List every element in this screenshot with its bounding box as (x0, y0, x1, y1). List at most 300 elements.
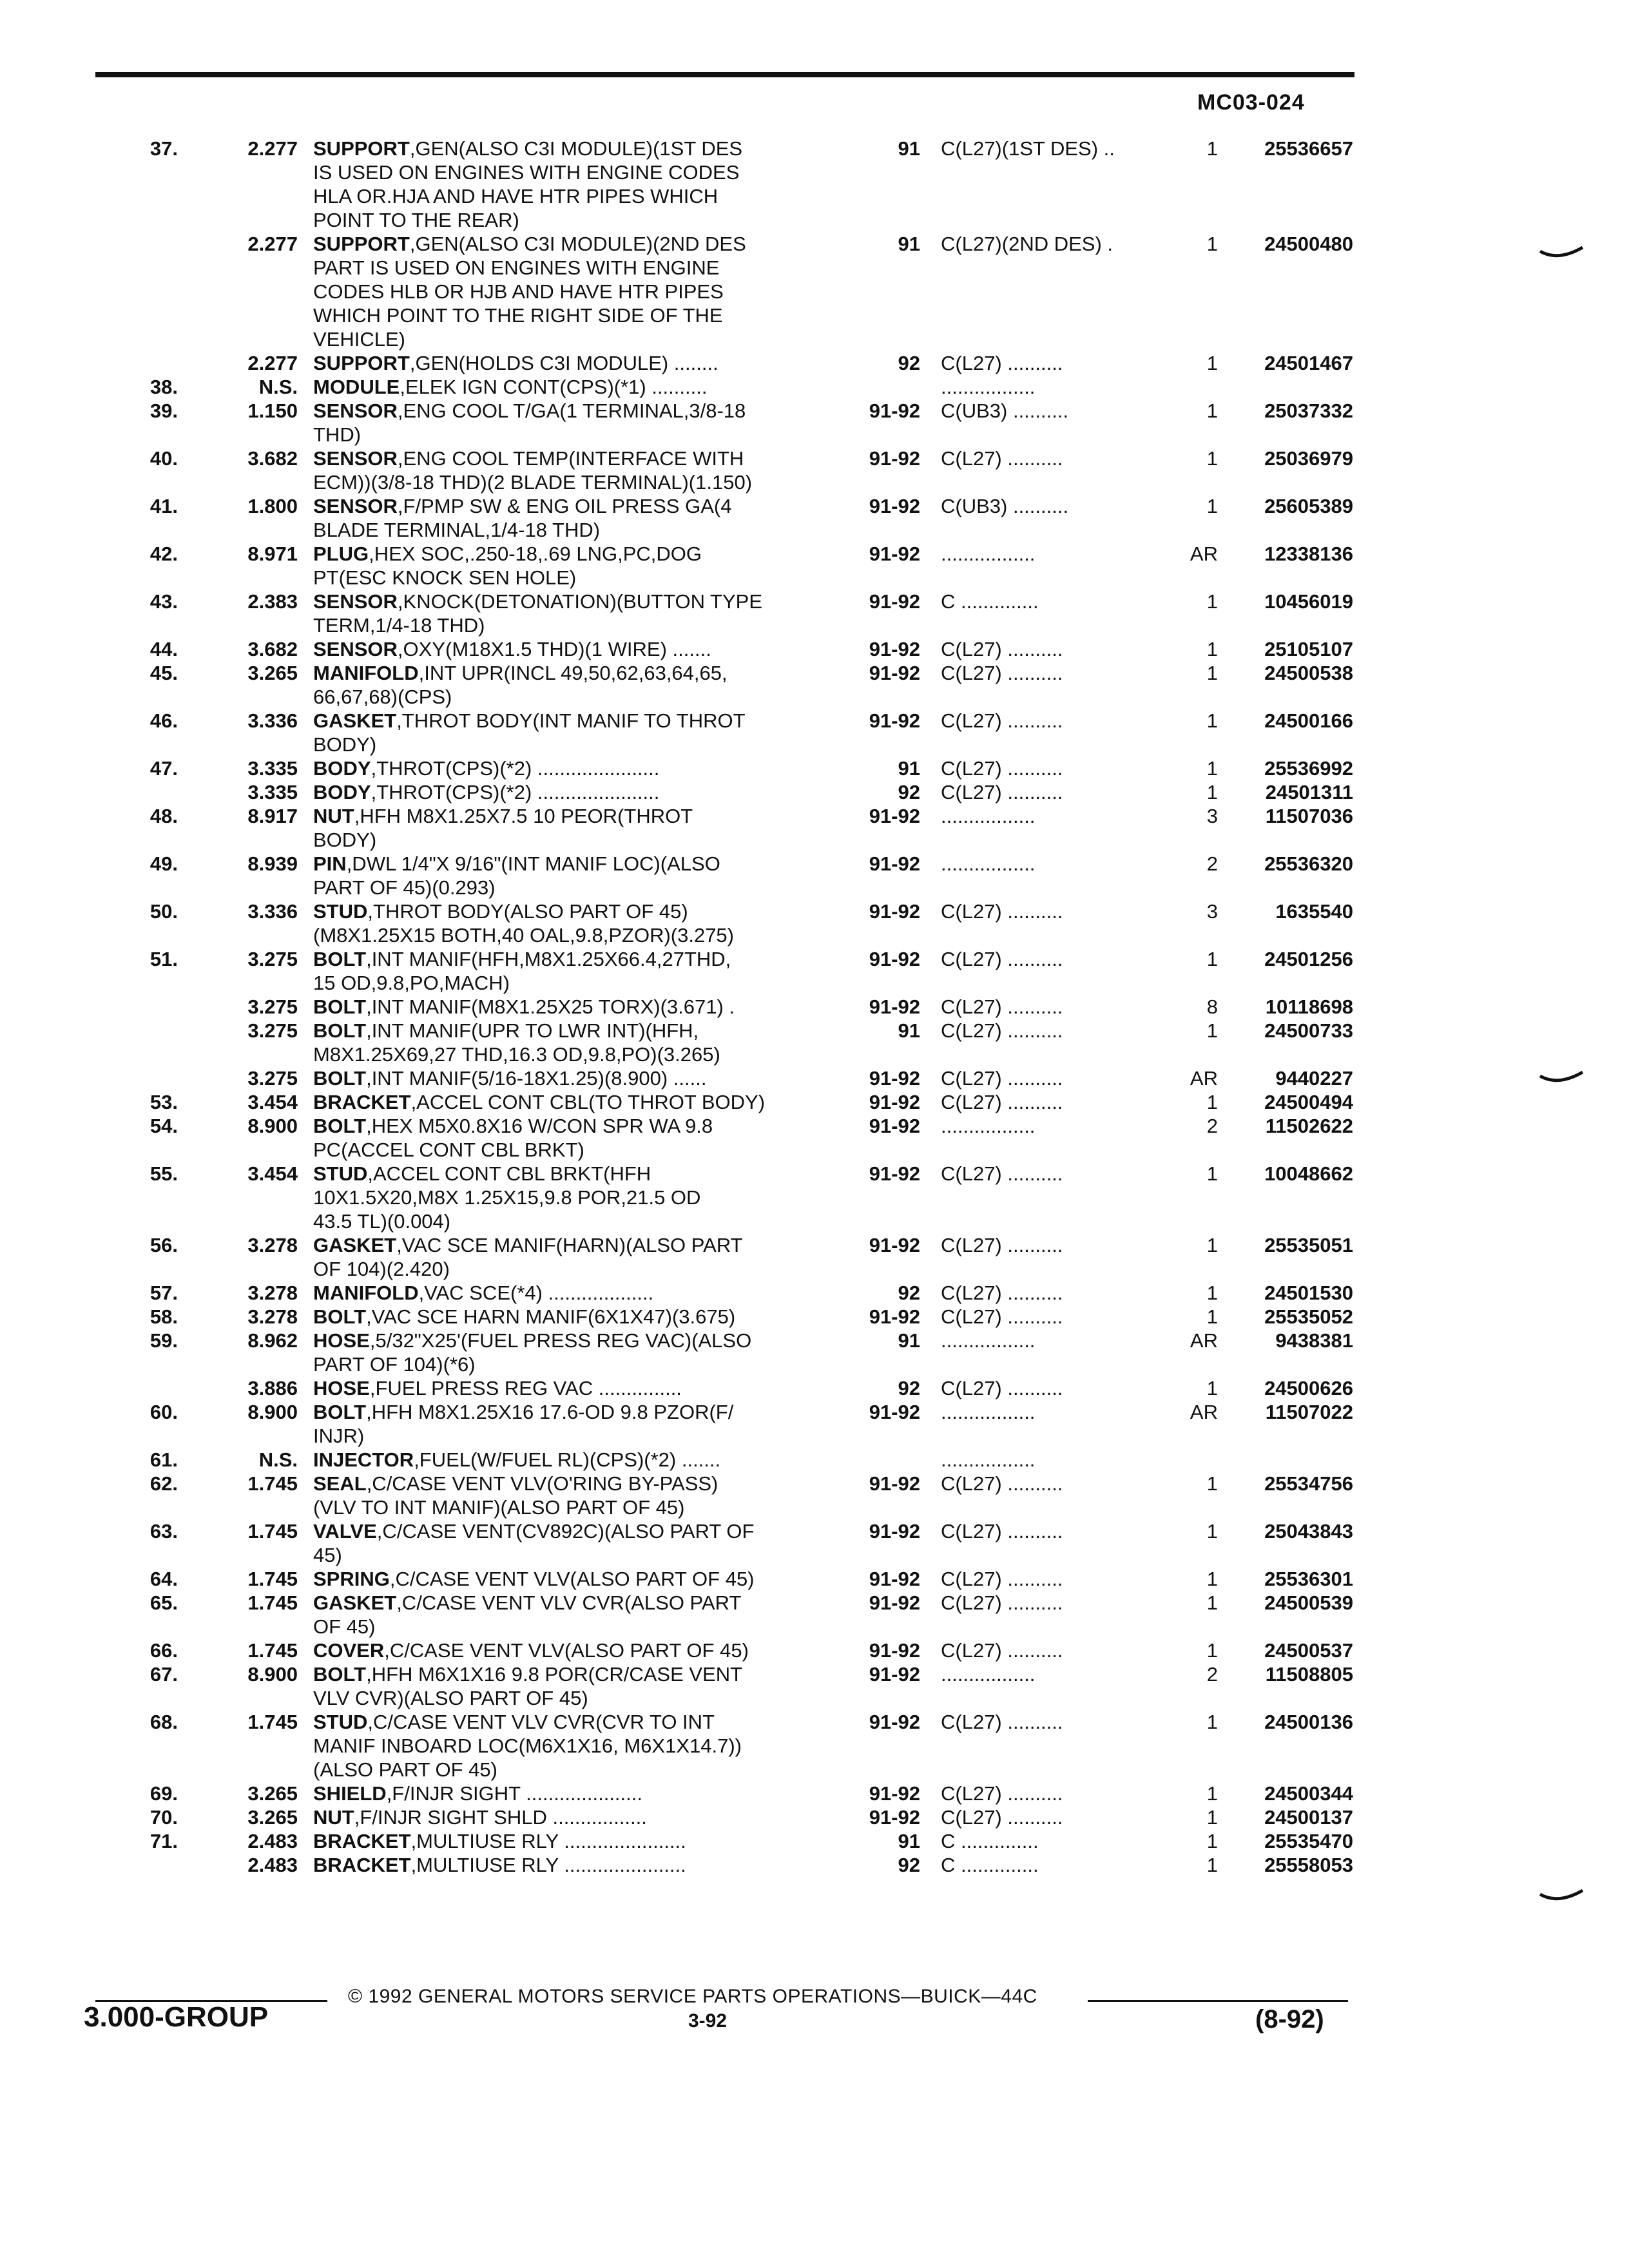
part-description (313, 375, 842, 399)
part-name: STUD (313, 900, 368, 923)
part-name: BOLT (313, 948, 367, 970)
quantity: 2 (1206, 1663, 1218, 1686)
usage-code: ................. (941, 1329, 1036, 1352)
part-number: 9440227 (1275, 1067, 1353, 1090)
ref-number: 37. (149, 137, 178, 160)
quantity: 1 (1206, 137, 1218, 160)
part-description (313, 804, 842, 852)
part-name: NUT (313, 1806, 354, 1829)
part-detail: ,F/INJR SIGHT ..................... (386, 1782, 642, 1805)
description-line (313, 1066, 842, 1090)
description-line: BODY) (313, 829, 377, 851)
ref-number: 58. (149, 1305, 178, 1328)
part-detail: ,VAC SCE HARN MANIF(6X1X47)(3.675) (366, 1305, 736, 1328)
group-number: 3.265 (247, 662, 298, 684)
quantity: AR (1190, 543, 1218, 565)
part-description (313, 1591, 842, 1639)
description-line: MANIF INBOARD LOC(M6X1X16, M6X1X14.7)) (313, 1735, 742, 1757)
part-number: 24501311 (1265, 781, 1353, 803)
ref-number: 38. (149, 376, 178, 398)
usage-code: ................. (941, 376, 1036, 398)
part-description (313, 1376, 842, 1400)
part-detail: ,OXY(M18X1.5 THD)(1 WIRE) ....... (397, 638, 711, 660)
usage-code: ................. (941, 1115, 1036, 1137)
part-name: BRACKET (313, 1091, 411, 1113)
description-line (313, 1782, 842, 1805)
part-number: 25043843 (1264, 1520, 1353, 1542)
model-years: 91 (898, 137, 920, 160)
part-name: SEAL (313, 1472, 367, 1495)
description-line (313, 1591, 842, 1615)
description-line (313, 375, 842, 399)
group-number: 3.454 (247, 1162, 298, 1185)
usage-code: C .............. (941, 1854, 1039, 1876)
part-detail: ,F/INJR SIGHT SHLD ................. (354, 1806, 647, 1829)
part-description (313, 1710, 842, 1782)
ref-number: 42. (149, 543, 178, 565)
part-number: 24500137 (1264, 1806, 1353, 1829)
ref-number: 46. (149, 709, 178, 732)
usage-code: C(L27)(1ST DES) .. (941, 137, 1115, 160)
part-number: 25037332 (1264, 399, 1353, 422)
ref-number: 39. (149, 399, 178, 422)
ref-number: 57. (149, 1282, 178, 1304)
model-years: 91 (898, 1019, 920, 1042)
ref-number: 44. (149, 638, 178, 660)
part-name: NUT (313, 805, 354, 827)
part-name: SHIELD (313, 1782, 387, 1805)
part-detail: ,VAC SCE MANIF(HARN)(ALSO PART (396, 1234, 743, 1256)
quantity: 1 (1206, 948, 1218, 970)
part-name: SPRING (313, 1568, 390, 1590)
group-number: 1.745 (247, 1568, 298, 1590)
description-line (313, 756, 842, 780)
parts-row (0, 1019, 1629, 1066)
group-number: 3.278 (247, 1234, 298, 1256)
part-name: MODULE (313, 376, 400, 398)
part-number: 25536657 (1264, 137, 1353, 160)
part-number: 10456019 (1264, 590, 1353, 613)
usage-code: C(L27) .......... (941, 1162, 1063, 1185)
quantity: 1 (1206, 1591, 1218, 1614)
part-name: BOLT (313, 1305, 367, 1328)
description-line (313, 1853, 842, 1877)
usage-code: C(L27) .......... (941, 1091, 1063, 1113)
description-line (313, 1829, 842, 1853)
part-number: 25536320 (1264, 852, 1353, 875)
part-description (313, 351, 842, 375)
quantity: 1 (1206, 1472, 1218, 1495)
description-line: VEHICLE) (313, 328, 405, 351)
model-years: 92 (898, 1854, 920, 1876)
usage-code: C(L27) .......... (941, 1639, 1063, 1662)
part-description (313, 1066, 842, 1090)
part-description (313, 1281, 842, 1305)
description-line: THD) (313, 423, 361, 446)
part-detail: ,GEN(ALSO C3I MODULE)(1ST DES (409, 137, 743, 160)
parts-row (0, 1519, 1629, 1567)
description-line: OF 45) (313, 1615, 376, 1638)
model-years: 91-92 (869, 1401, 920, 1423)
description-line (313, 1090, 842, 1114)
part-description (313, 709, 842, 756)
description-line: 45) (313, 1544, 342, 1566)
part-detail: ,ACCEL CONT CBL BRKT(HFH (367, 1162, 651, 1185)
part-detail: ,INT MANIF(HFH,M8X1.25X66.4,27THD, (366, 948, 731, 970)
part-description (313, 1233, 842, 1281)
ref-number: 54. (149, 1115, 178, 1137)
usage-code: ................. (941, 1663, 1036, 1686)
description-line (313, 780, 842, 804)
group-number: 3.275 (247, 1019, 298, 1042)
usage-code: C .............. (941, 590, 1039, 613)
group-number: 8.971 (247, 543, 298, 565)
parts-row (0, 1281, 1629, 1305)
part-number: 10048662 (1264, 1162, 1353, 1185)
ref-number: 45. (149, 662, 178, 684)
parts-row (0, 1639, 1629, 1662)
group-number: 8.962 (247, 1329, 298, 1352)
model-years: 91-92 (869, 1520, 920, 1542)
part-description (313, 1805, 842, 1829)
top-rule (95, 72, 1354, 77)
description-line (313, 590, 842, 613)
part-number: 11508805 (1265, 1663, 1353, 1686)
ref-number: 69. (149, 1782, 178, 1805)
part-name: COVER (313, 1639, 385, 1662)
group-number: 1.745 (247, 1472, 298, 1495)
description-line (313, 1639, 842, 1662)
usage-code: C(L27) .......... (941, 995, 1063, 1018)
ref-number: 48. (149, 805, 178, 827)
ref-number: 63. (149, 1520, 178, 1542)
parts-row (0, 542, 1629, 590)
part-number: 1635540 (1275, 900, 1353, 923)
description-line (313, 661, 842, 685)
part-detail: ,FUEL PRESS REG VAC ............... (369, 1377, 682, 1399)
part-name: BRACKET (313, 1854, 411, 1876)
ref-number: 62. (149, 1472, 178, 1495)
ref-number: 55. (149, 1162, 178, 1185)
description-line (313, 637, 842, 661)
ref-number: 67. (149, 1663, 178, 1686)
ref-number: 51. (149, 948, 178, 970)
model-years: 91-92 (869, 1663, 920, 1686)
group-number: 1.745 (247, 1711, 298, 1733)
description-line: PT(ESC KNOCK SEN HOLE) (313, 566, 577, 589)
part-name: SENSOR (313, 590, 398, 613)
group-number: 3.336 (247, 900, 298, 923)
group-number: 3.275 (247, 995, 298, 1018)
part-number: 24501467 (1264, 352, 1353, 374)
group-number: 3.454 (247, 1091, 298, 1113)
part-description (313, 1567, 842, 1591)
parts-row (0, 1400, 1629, 1448)
quantity: 1 (1206, 1806, 1218, 1829)
part-detail: ,C/CASE VENT(CV892C)(ALSO PART OF (376, 1520, 755, 1542)
group-number: 2.483 (247, 1854, 298, 1876)
part-name: HOSE (313, 1377, 370, 1399)
description-line (313, 899, 842, 923)
part-description (313, 899, 842, 947)
part-detail: ,THROT BODY(ALSO PART OF 45) (367, 900, 688, 923)
page-number: 3-92 (688, 2010, 728, 2032)
model-years: 92 (898, 1377, 920, 1399)
quantity: 1 (1206, 757, 1218, 780)
group-number: 3.275 (247, 948, 298, 970)
parts-row (0, 351, 1629, 375)
part-name: SENSOR (313, 399, 398, 422)
part-detail: ,5/32"X25'(FUEL PRESS REG VAC)(ALSO (369, 1329, 752, 1352)
description-line (313, 1376, 842, 1400)
description-line: 10X1.5X20,M8X 1.25X15,9.8 POR,21.5 OD (313, 1186, 701, 1209)
group-number: 8.939 (247, 852, 298, 875)
quantity: 1 (1206, 1711, 1218, 1733)
part-name: SUPPORT (313, 137, 410, 160)
part-detail: ,ELEK IGN CONT(CPS)(*1) .......... (400, 376, 708, 398)
quantity: 1 (1206, 399, 1218, 422)
usage-code: C .............. (941, 1830, 1039, 1852)
quantity: 8 (1206, 995, 1218, 1018)
usage-code: ................. (941, 1448, 1036, 1471)
quantity: 3 (1206, 900, 1218, 923)
usage-code: C(L27) .......... (941, 1282, 1063, 1304)
model-years: 91-92 (869, 852, 920, 875)
part-detail: ,ACCEL CONT CBL(TO THROT BODY) (410, 1091, 766, 1113)
part-name: GASKET (313, 1591, 397, 1614)
quantity: 1 (1206, 1305, 1218, 1328)
description-line (313, 1233, 842, 1257)
part-description (313, 1662, 842, 1710)
part-description (313, 637, 842, 661)
part-description (313, 852, 842, 899)
part-detail: ,GEN(HOLDS C3I MODULE) ........ (409, 352, 718, 374)
part-name: BRACKET (313, 1830, 411, 1852)
group-number: 1.745 (247, 1591, 298, 1614)
part-detail: ,HFH M6X1X16 9.8 POR(CR/CASE VENT (366, 1663, 743, 1686)
part-description (313, 494, 842, 542)
part-detail: ,INT MANIF(UPR TO LWR INT)(HFH, (366, 1019, 699, 1042)
part-description (313, 399, 842, 447)
parts-row (0, 1591, 1629, 1639)
part-name: PIN (313, 852, 347, 875)
part-description (313, 447, 842, 494)
group-number: 2.277 (247, 137, 298, 160)
part-name: MANIFOLD (313, 1282, 419, 1304)
description-line (313, 1662, 842, 1686)
quantity: AR (1190, 1401, 1218, 1423)
quantity: 1 (1206, 447, 1218, 470)
parts-row (0, 1114, 1629, 1162)
description-line (313, 804, 842, 828)
ref-number: 53. (149, 1091, 178, 1113)
ref-number: 68. (149, 1711, 178, 1733)
parts-row (0, 804, 1629, 852)
description-line: (VLV TO INT MANIF)(ALSO PART OF 45) (313, 1496, 685, 1519)
description-line: INJR) (313, 1425, 365, 1447)
model-years: 91-92 (869, 1568, 920, 1590)
ref-number: 64. (149, 1568, 178, 1590)
parts-row (0, 1066, 1629, 1090)
quantity: 1 (1206, 1639, 1218, 1662)
ref-number: 40. (149, 447, 178, 470)
parts-row (0, 137, 1629, 232)
quantity: 1 (1206, 1782, 1218, 1805)
part-description (313, 232, 842, 351)
usage-code: C(L27) .......... (941, 1019, 1063, 1042)
part-number: 24500344 (1264, 1782, 1353, 1805)
parts-row (0, 852, 1629, 899)
part-number: 24500538 (1264, 662, 1353, 684)
ref-number: 70. (149, 1806, 178, 1829)
part-number: 24500166 (1264, 709, 1353, 732)
part-name: SENSOR (313, 495, 398, 517)
model-years: 91-92 (869, 709, 920, 732)
part-description (313, 756, 842, 780)
part-number: 25535470 (1264, 1830, 1353, 1852)
description-line (313, 1162, 842, 1186)
footer-rule-right (1088, 2000, 1348, 2002)
model-years: 91-92 (869, 1639, 920, 1662)
group-number: 8.900 (247, 1401, 298, 1423)
part-detail: ,HFH M8X1.25X7.5 10 PEOR(THROT (354, 805, 693, 827)
part-description (313, 1829, 842, 1853)
description-line (313, 709, 842, 733)
group-number: 1.150 (247, 399, 298, 422)
part-name: GASKET (313, 709, 397, 732)
part-number: 11507022 (1265, 1401, 1353, 1423)
quantity: 3 (1206, 805, 1218, 827)
part-name: BOLT (313, 1401, 367, 1423)
parts-row (0, 780, 1629, 804)
part-name: BODY (313, 757, 371, 780)
group-number: 3.275 (247, 1067, 298, 1090)
part-description (313, 1114, 842, 1162)
part-name: BOLT (313, 1019, 367, 1042)
part-number: 25558053 (1264, 1854, 1353, 1876)
usage-code: C(L27) .......... (941, 638, 1063, 660)
part-description (313, 1472, 842, 1519)
parts-row (0, 232, 1629, 351)
part-description (313, 995, 842, 1019)
group-label: 3.000-GROUP (84, 2001, 269, 2033)
usage-code: C(L27) .......... (941, 1472, 1063, 1495)
part-name: SENSOR (313, 638, 398, 660)
part-detail: ,C/CASE VENT VLV(ALSO PART OF 45) (384, 1639, 749, 1662)
model-years: 91 (898, 757, 920, 780)
group-number: N.S. (258, 1448, 298, 1471)
part-description (313, 1019, 842, 1066)
margin-mark (1539, 1068, 1584, 1088)
part-number: 11507036 (1265, 805, 1353, 827)
usage-code: C(L27) .......... (941, 1806, 1063, 1829)
description-line (313, 995, 842, 1019)
page-code: MC03-024 (1197, 90, 1305, 115)
description-line: M8X1.25X69,27 THD,16.3 OD,9.8,PO)(3.265) (313, 1043, 720, 1066)
usage-code: C(L27) .......... (941, 1377, 1063, 1399)
quantity: 1 (1206, 1568, 1218, 1590)
part-detail: ,DWL 1/4"X 9/16"(INT MANIF LOC)(ALSO (346, 852, 720, 875)
part-number: 25535052 (1264, 1305, 1353, 1328)
parts-row (0, 375, 1629, 399)
margin-mark (1539, 1887, 1584, 1906)
description-line: OF 104)(2.420) (313, 1258, 450, 1280)
model-years: 91 (898, 233, 920, 255)
group-number: 2.277 (247, 352, 298, 374)
parts-row (0, 947, 1629, 995)
model-years: 91-92 (869, 1067, 920, 1090)
part-detail: ,F/PMP SW & ENG OIL PRESS GA(4 (397, 495, 732, 517)
description-line: HLA OR.HJA AND HAVE HTR PIPES WHICH (313, 185, 718, 207)
description-line: (ALSO PART OF 45) (313, 1758, 497, 1781)
parts-row (0, 590, 1629, 637)
parts-row (0, 756, 1629, 780)
part-number: 25536301 (1264, 1568, 1353, 1590)
part-description (313, 1639, 842, 1662)
part-name: MANIFOLD (313, 662, 419, 684)
ref-number: 66. (149, 1639, 178, 1662)
part-number: 24501256 (1264, 948, 1353, 970)
part-detail: ,INT MANIF(M8X1.25X25 TORX)(3.671) . (366, 995, 735, 1018)
part-name: SUPPORT (313, 233, 410, 255)
description-line: 43.5 TL)(0.004) (313, 1210, 451, 1233)
group-number: 3.886 (247, 1377, 298, 1399)
parts-row (0, 1662, 1629, 1710)
quantity: 1 (1206, 352, 1218, 374)
model-years: 91-92 (869, 1782, 920, 1805)
description-line (313, 1805, 842, 1829)
description-line (313, 137, 842, 160)
part-number: 9438381 (1275, 1329, 1353, 1352)
part-detail: ,VAC SCE(*4) ................... (418, 1282, 654, 1304)
part-name: SUPPORT (313, 352, 410, 374)
group-number: 1.745 (247, 1520, 298, 1542)
description-line (313, 232, 842, 256)
part-detail: ,HEX SOC,.250-18,.69 LNG,PC,DOG (369, 543, 702, 565)
usage-code: C(L27) .......... (941, 757, 1063, 780)
part-description (313, 1782, 842, 1805)
parts-row (0, 1090, 1629, 1114)
part-detail: ,C/CASE VENT VLV CVR(ALSO PART (396, 1591, 742, 1614)
parts-row (0, 1472, 1629, 1519)
quantity: 1 (1206, 781, 1218, 803)
part-detail: ,ENG COOL TEMP(INTERFACE WITH (397, 447, 744, 470)
quantity: 1 (1206, 1830, 1218, 1852)
ref-number: 41. (149, 495, 178, 517)
usage-code: C(L27) .......... (941, 1782, 1063, 1805)
part-detail: ,INT UPR(INCL 49,50,62,63,64,65, (418, 662, 728, 684)
quantity: 2 (1206, 1115, 1218, 1137)
quantity: 1 (1206, 709, 1218, 732)
model-years: 91-92 (869, 638, 920, 660)
quantity: 2 (1206, 852, 1218, 875)
copyright-line: © 1992 GENERAL MOTORS SERVICE PARTS OPERATIONS—BUICK—44C (348, 1986, 1037, 2007)
part-description (313, 1162, 842, 1233)
group-number: 8.917 (247, 805, 298, 827)
part-name: BOLT (313, 1067, 367, 1090)
parts-row (0, 494, 1629, 542)
description-line (313, 399, 842, 423)
model-years: 91-92 (869, 948, 920, 970)
quantity: 1 (1206, 1282, 1218, 1304)
description-line: ECM))(3/8-18 THD)(2 BLADE TERMINAL)(1.150) (313, 471, 753, 494)
group-number: 1.745 (247, 1639, 298, 1662)
description-line: (M8X1.25X15 BOTH,40 OAL,9.8,PZOR)(3.275) (313, 924, 734, 947)
part-detail: ,C/CASE VENT VLV(O'RING BY-PASS) (366, 1472, 718, 1495)
part-detail: ,THROT(CPS)(*2) ...................... (371, 757, 660, 780)
quantity: 1 (1206, 1854, 1218, 1876)
parts-row (0, 1829, 1629, 1853)
